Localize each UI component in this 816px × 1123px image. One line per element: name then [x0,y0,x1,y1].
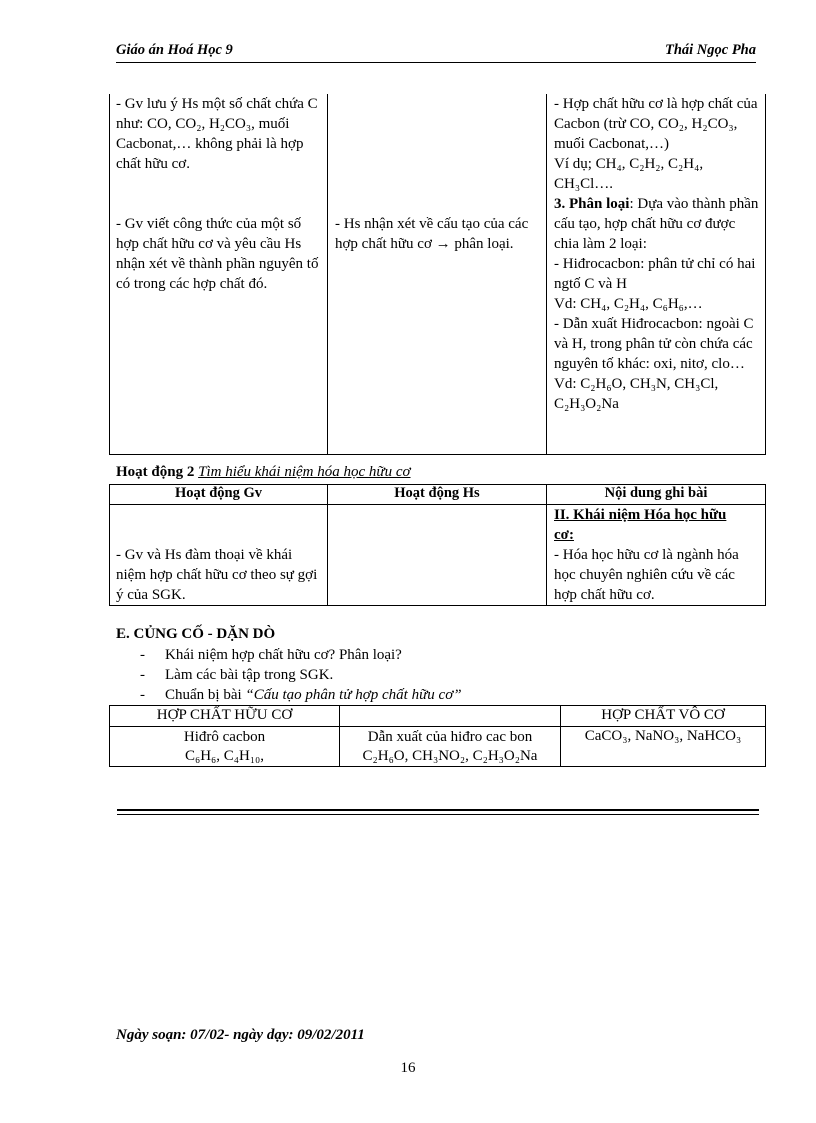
table3-derivative: Dẫn xuất của hiđro cac bon C₂H₆O, CH₃NO₂, C₂H₃O₂Na [362,729,538,764]
page-header [116,40,756,63]
table2-col1: - Gv và Hs đàm thoại về khái niệm hợp chất hữu cơ theo sự gợi ý của SGK. [116,547,318,603]
table1-col2-b: - Hs nhận xét về cấu tạo của các hợp chất hữu cơ → phân loại. [335,216,529,252]
table3-head-inorganic: HỢP CHẤT VÔ CƠ [601,707,725,723]
section-e-title: E. CỦNG CỐ - DẶN DÒ [116,626,276,642]
hydrocarbon-text: - Hiđrocacbon: phân tử chỉ có hai ngtố C và H [554,256,756,292]
table2-header-hs: Hoạt động Hs [394,485,480,501]
table1-col1-b: - Gv viết công thức của một số hợp chất hữu cơ và yêu cầu Hs nhận xét về thành phần nguyên tố có trong các hợp chất đó. [116,216,319,292]
definition-text: - Hợp chất hữu cơ là hợp chất của Cacbon (trừ CO, CO₂, H₂CO₃, muối Cacbonat,…) [554,96,758,152]
derivative-text: - Dẫn xuất Hiđrocacbon: ngoài C và H, trong phân tử còn chứa các nguyên tố khác: oxi, nitơ, clo… [554,316,754,372]
lesson-date: Ngày soạn: 07/02- ngày dạy: 09/02/2011 [116,1027,365,1043]
derivative-example: Vd: C₂H₆O, CH₃N, CH₃Cl, C₂H₃O₂Na [554,376,719,412]
list-item: Chuẩn bị bài “Cấu tạo phân tử hợp chất hữu cơ” [165,687,462,703]
hydrocarbon-example: Vd: CH₄, C₂H₄, C₆H₆,… [554,296,703,312]
table3-inorganic: CaCO₃, NaNO₃, NaHCO₃ [584,728,742,744]
header-left: Giáo án Hoá Học 9 [116,42,233,58]
activity2-title: Hoạt động 2 Tìm hiểu khái niệm hóa học hữu cơ [116,464,411,480]
table3-head-organic: HỢP CHẤT HỮU CƠ [156,707,293,723]
concept-text: - Hóa học hữu cơ là ngành hóa học chuyên nghiên cứu về các hợp chất hữu cơ. [554,547,739,603]
header-right: Thái Ngọc Pha [664,42,756,58]
table2-header-gv: Hoạt động Gv [174,485,262,501]
divider [117,809,759,811]
concept-heading: II. Khái niệm Hóa học hữu cơ: [554,507,727,543]
divider [117,814,759,815]
page-number: 16 [400,1060,416,1076]
list-item: Khái niệm hợp chất hữu cơ? Phân loại? [165,647,402,663]
example-text: Ví dụ; CH₄, C₂H₂, C₂H₄, CH₃Cl…. [554,156,704,192]
table1-col1-a: - Gv lưu ý Hs một số chất chứa C như: CO, CO₂, H₂CO₃, muối Cacbonat,… không phải là hợp chất hữu cơ. [116,96,318,172]
list-item: Làm các bài tập trong SGK. [165,667,334,683]
table1-col3 [554,94,760,414]
table2-header-content: Nội dung ghi bài [604,485,708,501]
table2-col3 [554,505,760,605]
table3-hydrocarbon: Hiđrô cacbon C₆H₆, C₄H₁₀, [183,729,266,764]
classification-heading: 3. Phân loại: Dựa vào thành phần cấu tạo, hợp chất hữu cơ được chia làm 2 loại: [554,196,759,252]
